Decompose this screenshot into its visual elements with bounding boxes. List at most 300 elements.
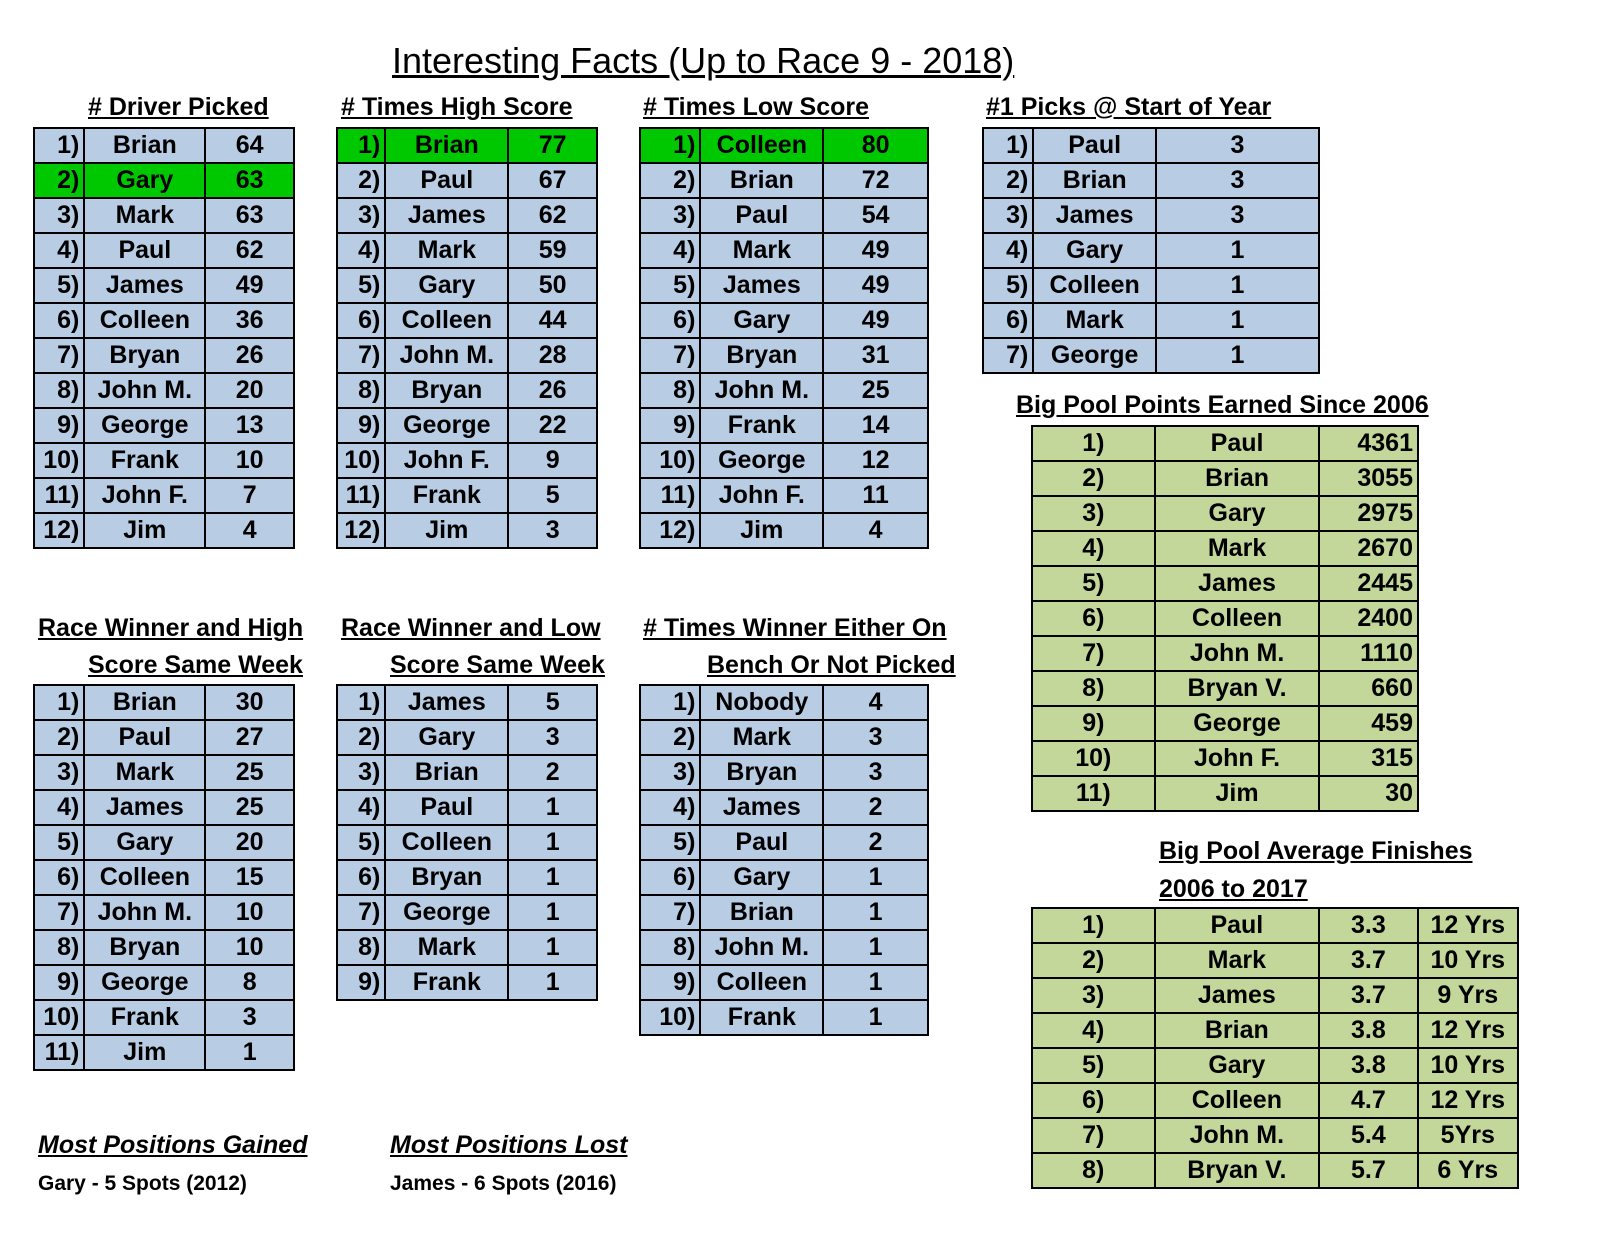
first-picks-heading: #1 Picks @ Start of Year <box>986 93 1272 121</box>
table-cell: 4) <box>34 790 84 825</box>
table-cell: 7) <box>1032 1118 1155 1153</box>
table-cell: 5) <box>640 268 700 303</box>
table-cell: Colleen <box>1155 1083 1320 1118</box>
table-row <box>34 685 294 720</box>
most-positions-gained-text: Gary - 5 Spots (2012) <box>38 1172 247 1195</box>
table-row <box>640 443 928 478</box>
winner-high-score-table <box>33 684 295 1071</box>
table-row <box>1032 636 1418 671</box>
table-cell: 1) <box>34 685 84 720</box>
table-cell: 3.7 <box>1319 978 1417 1013</box>
table-cell: Colleen <box>1033 268 1156 303</box>
table-cell: 10 <box>205 895 294 930</box>
table-cell: 25 <box>205 755 294 790</box>
table-cell: 10 Yrs <box>1418 1048 1518 1083</box>
table-row <box>34 755 294 790</box>
table-cell: Jim <box>1155 776 1320 811</box>
table-cell: John M. <box>700 930 823 965</box>
table-cell: 2) <box>640 720 700 755</box>
table-cell: George <box>84 408 205 443</box>
table-cell: 3 <box>1156 128 1319 163</box>
table-cell: 26 <box>508 373 597 408</box>
table-cell: 10) <box>640 443 700 478</box>
table-row <box>34 373 294 408</box>
table-row <box>34 303 294 338</box>
table-row <box>1032 1118 1518 1153</box>
table-cell: Brian <box>1155 1013 1320 1048</box>
table-cell: James <box>1155 566 1320 601</box>
table-cell: 26 <box>205 338 294 373</box>
table-cell: 5) <box>640 825 700 860</box>
table-cell: Mark <box>700 720 823 755</box>
table-cell: 1 <box>1156 303 1319 338</box>
table-cell: 25 <box>205 790 294 825</box>
table-cell: 10 <box>205 930 294 965</box>
table-cell: 2445 <box>1319 566 1418 601</box>
table-cell: Gary <box>700 303 823 338</box>
table-cell: 1 <box>823 895 928 930</box>
table-cell: 3) <box>640 755 700 790</box>
table-cell: Colleen <box>700 965 823 1000</box>
table-cell: 13 <box>205 408 294 443</box>
table-cell: 3) <box>34 755 84 790</box>
table-cell: John M. <box>1155 636 1320 671</box>
table-row <box>640 895 928 930</box>
table-cell: George <box>1155 706 1320 741</box>
table-cell: Gary <box>84 163 205 198</box>
table-row <box>1032 601 1418 636</box>
table-cell: John M. <box>84 373 205 408</box>
times-high-score-table <box>336 127 598 549</box>
table-row <box>337 373 597 408</box>
table-cell: Brian <box>385 128 508 163</box>
table-row <box>337 163 597 198</box>
table-cell: George <box>84 965 205 1000</box>
table-row <box>983 163 1319 198</box>
winner-high-score-heading-1: Race Winner and High <box>38 614 304 642</box>
table-cell: 11) <box>1032 776 1155 811</box>
table-row <box>337 685 597 720</box>
driver-picked-heading: # Driver Picked <box>88 93 269 121</box>
table-row <box>337 338 597 373</box>
table-row <box>640 233 928 268</box>
table-cell: 4) <box>640 790 700 825</box>
table-cell: 3) <box>337 198 385 233</box>
table-row <box>640 303 928 338</box>
table-row <box>34 198 294 233</box>
most-positions-lost-heading: Most Positions Lost <box>390 1131 628 1159</box>
table-cell: Colleen <box>84 303 205 338</box>
table-cell: Gary <box>1155 1048 1320 1083</box>
table-cell: 2) <box>1032 943 1155 978</box>
table-cell: 4361 <box>1319 426 1418 461</box>
table-cell: 3 <box>1156 163 1319 198</box>
table-cell: 62 <box>205 233 294 268</box>
table-cell: Gary <box>1155 496 1320 531</box>
table-cell: 1 <box>508 895 597 930</box>
table-row <box>34 163 294 198</box>
winner-high-score-heading-2: Score Same Week <box>88 651 303 679</box>
table-cell: 7) <box>34 895 84 930</box>
table-cell: 30 <box>1319 776 1418 811</box>
table-row <box>34 1000 294 1035</box>
table-cell: 1) <box>640 685 700 720</box>
table-cell: 9 <box>508 443 597 478</box>
table-row <box>640 128 928 163</box>
table-cell: Colleen <box>700 128 823 163</box>
table-cell: Frank <box>385 478 508 513</box>
table-row <box>34 790 294 825</box>
table-cell: 1110 <box>1319 636 1418 671</box>
table-cell: Colleen <box>385 825 508 860</box>
table-cell: 1 <box>1156 233 1319 268</box>
table-cell: 2) <box>337 163 385 198</box>
table-cell: 12 Yrs <box>1418 1013 1518 1048</box>
table-row <box>337 790 597 825</box>
table-cell: 5) <box>1032 1048 1155 1083</box>
table-cell: 1) <box>1032 426 1155 461</box>
table-cell: 1) <box>337 128 385 163</box>
table-row <box>1032 426 1418 461</box>
table-row <box>1032 776 1418 811</box>
table-cell: Mark <box>84 755 205 790</box>
table-row <box>983 303 1319 338</box>
table-cell: 64 <box>205 128 294 163</box>
table-cell: John F. <box>385 443 508 478</box>
table-cell: Mark <box>1155 943 1320 978</box>
table-row <box>34 513 294 548</box>
table-cell: John M. <box>84 895 205 930</box>
table-cell: 6) <box>640 303 700 338</box>
table-cell: 4.7 <box>1319 1083 1417 1118</box>
table-cell: 9) <box>640 965 700 1000</box>
table-cell: 10) <box>34 443 84 478</box>
table-cell: 4) <box>1032 1013 1155 1048</box>
table-cell: 4 <box>823 685 928 720</box>
table-row <box>640 860 928 895</box>
table-row <box>1032 1083 1518 1118</box>
table-cell: 20 <box>205 373 294 408</box>
table-cell: John F. <box>84 478 205 513</box>
table-cell: James <box>385 685 508 720</box>
table-cell: 7 <box>205 478 294 513</box>
table-row <box>983 233 1319 268</box>
winner-bench-heading-1: # Times Winner Either On <box>643 614 947 642</box>
table-cell: John M. <box>385 338 508 373</box>
table-cell: Gary <box>700 860 823 895</box>
table-cell: 49 <box>823 268 928 303</box>
table-cell: 7) <box>337 338 385 373</box>
table-cell: 4) <box>337 233 385 268</box>
table-cell: 10 <box>205 443 294 478</box>
table-cell: James <box>84 790 205 825</box>
table-cell: 11) <box>640 478 700 513</box>
table-row <box>1032 1048 1518 1083</box>
table-cell: Brian <box>1155 461 1320 496</box>
table-row <box>337 408 597 443</box>
big-pool-average-table <box>1031 907 1519 1189</box>
table-cell: 2670 <box>1319 531 1418 566</box>
table-cell: 9) <box>34 965 84 1000</box>
table-cell: 5Yrs <box>1418 1118 1518 1153</box>
table-cell: Colleen <box>1155 601 1320 636</box>
table-cell: Bryan <box>84 338 205 373</box>
big-pool-points-table <box>1031 425 1419 812</box>
table-cell: 22 <box>508 408 597 443</box>
table-cell: Bryan <box>700 755 823 790</box>
table-cell: 2) <box>337 720 385 755</box>
table-cell: 3) <box>1032 978 1155 1013</box>
table-cell: 1) <box>640 128 700 163</box>
table-cell: 2975 <box>1319 496 1418 531</box>
table-cell: 10) <box>1032 741 1155 776</box>
table-cell: 62 <box>508 198 597 233</box>
table-cell: 2) <box>640 163 700 198</box>
winner-low-score-heading-2: Score Same Week <box>390 651 605 679</box>
table-row <box>640 755 928 790</box>
table-row <box>337 478 597 513</box>
table-cell: 63 <box>205 163 294 198</box>
winner-bench-heading-2: Bench Or Not Picked <box>707 651 956 679</box>
winner-low-score-table <box>336 684 598 1001</box>
table-row <box>337 198 597 233</box>
table-cell: 5 <box>508 685 597 720</box>
table-row <box>640 790 928 825</box>
table-cell: 6) <box>337 303 385 338</box>
table-cell: 1) <box>983 128 1033 163</box>
table-cell: 315 <box>1319 741 1418 776</box>
table-cell: 54 <box>823 198 928 233</box>
table-cell: 660 <box>1319 671 1418 706</box>
table-cell: 9) <box>337 408 385 443</box>
table-cell: 3) <box>34 198 84 233</box>
table-cell: John F. <box>1155 741 1320 776</box>
table-row <box>983 338 1319 373</box>
table-cell: Mark <box>700 233 823 268</box>
times-low-score-heading: # Times Low Score <box>643 93 870 121</box>
times-high-score-heading: # Times High Score <box>341 93 573 121</box>
table-cell: 10) <box>34 1000 84 1035</box>
table-cell: George <box>700 443 823 478</box>
table-row <box>1032 978 1518 1013</box>
table-cell: 27 <box>205 720 294 755</box>
table-cell: 9) <box>1032 706 1155 741</box>
table-cell: 77 <box>508 128 597 163</box>
table-cell: James <box>700 790 823 825</box>
table-cell: Paul <box>84 720 205 755</box>
table-cell: James <box>84 268 205 303</box>
table-row <box>337 513 597 548</box>
table-row <box>34 930 294 965</box>
table-cell: 3) <box>640 198 700 233</box>
table-cell: 8) <box>1032 1153 1155 1188</box>
table-row <box>34 860 294 895</box>
table-cell: 6) <box>34 303 84 338</box>
table-cell: 3) <box>1032 496 1155 531</box>
table-cell: 5) <box>34 268 84 303</box>
table-row <box>34 233 294 268</box>
table-cell: 1 <box>508 825 597 860</box>
table-cell: 8) <box>34 930 84 965</box>
winner-bench-table <box>639 684 929 1036</box>
table-cell: 1) <box>337 685 385 720</box>
table-cell: 49 <box>823 303 928 338</box>
table-cell: 4) <box>640 233 700 268</box>
table-cell: 3.7 <box>1319 943 1417 978</box>
table-cell: Paul <box>385 790 508 825</box>
table-cell: 20 <box>205 825 294 860</box>
table-cell: 2) <box>1032 461 1155 496</box>
table-cell: James <box>700 268 823 303</box>
table-cell: 80 <box>823 128 928 163</box>
table-cell: Frank <box>385 965 508 1000</box>
table-cell: Paul <box>1033 128 1156 163</box>
table-cell: 15 <box>205 860 294 895</box>
table-cell: 4 <box>823 513 928 548</box>
table-cell: 2400 <box>1319 601 1418 636</box>
table-cell: Mark <box>1033 303 1156 338</box>
table-cell: 9) <box>34 408 84 443</box>
table-row <box>34 408 294 443</box>
table-cell: 5) <box>337 825 385 860</box>
table-row <box>337 268 597 303</box>
table-cell: George <box>1033 338 1156 373</box>
table-cell: Paul <box>700 198 823 233</box>
table-cell: 7) <box>34 338 84 373</box>
table-cell: 1 <box>1156 338 1319 373</box>
table-cell: 11) <box>34 478 84 513</box>
table-cell: 7) <box>1032 636 1155 671</box>
table-cell: 1 <box>1156 268 1319 303</box>
table-cell: 2 <box>823 825 928 860</box>
table-row <box>337 755 597 790</box>
table-cell: 6) <box>337 860 385 895</box>
table-row <box>337 233 597 268</box>
table-row <box>640 373 928 408</box>
table-row <box>640 338 928 373</box>
table-cell: 3 <box>205 1000 294 1035</box>
driver-picked-table <box>33 127 295 549</box>
table-cell: Jim <box>385 513 508 548</box>
table-row <box>1032 496 1418 531</box>
table-cell: 7) <box>640 895 700 930</box>
table-cell: 6 Yrs <box>1418 1153 1518 1188</box>
table-cell: Bryan V. <box>1155 1153 1320 1188</box>
table-cell: 4) <box>1032 531 1155 566</box>
table-cell: 3.8 <box>1319 1013 1417 1048</box>
table-cell: Paul <box>84 233 205 268</box>
table-cell: Colleen <box>385 303 508 338</box>
table-cell: 12) <box>640 513 700 548</box>
table-cell: 9) <box>337 965 385 1000</box>
table-row <box>34 965 294 1000</box>
table-cell: 4) <box>34 233 84 268</box>
table-row <box>640 965 928 1000</box>
table-cell: 5.7 <box>1319 1153 1417 1188</box>
table-row <box>640 930 928 965</box>
table-cell: 49 <box>205 268 294 303</box>
table-cell: 50 <box>508 268 597 303</box>
table-cell: 12 Yrs <box>1418 908 1518 943</box>
table-row <box>34 268 294 303</box>
table-cell: 459 <box>1319 706 1418 741</box>
winner-low-score-heading-1: Race Winner and Low <box>341 614 601 642</box>
table-cell: John F. <box>700 478 823 513</box>
table-cell: 8) <box>640 930 700 965</box>
table-cell: 28 <box>508 338 597 373</box>
table-row <box>983 268 1319 303</box>
table-cell: 4) <box>983 233 1033 268</box>
table-row <box>983 128 1319 163</box>
table-cell: 7) <box>983 338 1033 373</box>
table-row <box>1032 671 1418 706</box>
table-cell: 1) <box>34 128 84 163</box>
table-cell: 3.8 <box>1319 1048 1417 1083</box>
table-cell: 3) <box>983 198 1033 233</box>
table-cell: 1 <box>823 930 928 965</box>
table-cell: 1 <box>508 930 597 965</box>
table-cell: 4 <box>205 513 294 548</box>
table-cell: Bryan <box>700 338 823 373</box>
table-cell: Paul <box>1155 426 1320 461</box>
table-row <box>337 443 597 478</box>
table-cell: Bryan V. <box>1155 671 1320 706</box>
table-cell: 49 <box>823 233 928 268</box>
table-cell: 3 <box>508 720 597 755</box>
table-cell: 11 <box>823 478 928 513</box>
table-cell: James <box>385 198 508 233</box>
table-cell: 6) <box>640 860 700 895</box>
table-cell: 3055 <box>1319 461 1418 496</box>
most-positions-lost-text: James - 6 Spots (2016) <box>390 1172 617 1195</box>
table-cell: 2) <box>34 720 84 755</box>
table-row <box>1032 1153 1518 1188</box>
table-cell: James <box>1155 978 1320 1013</box>
table-row <box>1032 706 1418 741</box>
table-row <box>337 895 597 930</box>
table-cell: 3.3 <box>1319 908 1417 943</box>
table-cell: 6) <box>1032 601 1155 636</box>
table-row <box>337 720 597 755</box>
table-row <box>1032 741 1418 776</box>
table-row <box>640 268 928 303</box>
big-pool-points-heading: Big Pool Points Earned Since 2006 <box>1016 391 1429 419</box>
table-cell: 7) <box>640 338 700 373</box>
table-row <box>640 685 928 720</box>
table-cell: Brian <box>1033 163 1156 198</box>
table-cell: 10) <box>337 443 385 478</box>
table-cell: George <box>385 895 508 930</box>
table-cell: 8) <box>34 373 84 408</box>
table-cell: Bryan <box>385 373 508 408</box>
table-row <box>34 1035 294 1070</box>
table-cell: Nobody <box>700 685 823 720</box>
table-row <box>337 930 597 965</box>
table-cell: 67 <box>508 163 597 198</box>
table-cell: 3 <box>823 720 928 755</box>
table-cell: James <box>1033 198 1156 233</box>
table-cell: 30 <box>205 685 294 720</box>
table-row <box>640 825 928 860</box>
table-cell: 10 Yrs <box>1418 943 1518 978</box>
table-cell: 12 <box>823 443 928 478</box>
table-cell: 72 <box>823 163 928 198</box>
table-cell: Paul <box>700 825 823 860</box>
table-cell: 12) <box>337 513 385 548</box>
table-cell: 8) <box>337 930 385 965</box>
table-row <box>1032 908 1518 943</box>
table-row <box>34 720 294 755</box>
